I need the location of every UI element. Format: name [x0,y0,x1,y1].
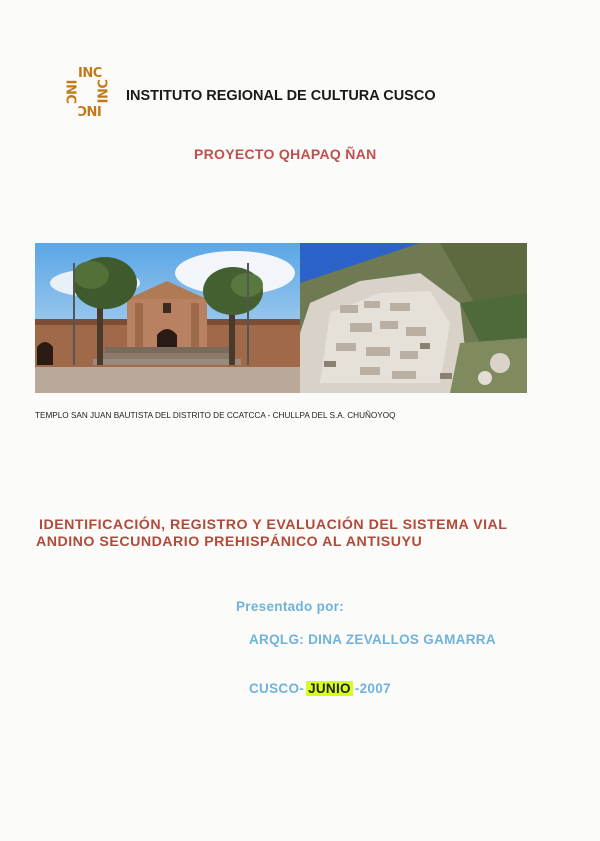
church-photo [35,243,300,393]
project-name: PROYECTO QHAPAQ ÑAN [194,146,377,162]
inc-logo [62,66,120,122]
presented-by-label: Presentado por: [236,599,345,614]
author-name: ARQLG: DINA ZEVALLOS GAMARRA [249,632,496,647]
logo-text-top: INC [78,66,102,81]
title-line-1: IDENTIFICACIÓN, REGISTRO Y EVALUACIÓN DEL SISTEMA VIAL [39,517,508,533]
chullpa-illustration [300,243,527,393]
logo-text-left: INC [62,79,78,104]
photo-caption: TEMPLO SAN JUAN BAUTISTA DEL DISTRITO DE CCATCCA - CHULLPA DEL S.A. CHUÑOYOQ [35,411,396,420]
logo-text-bottom: INC [78,102,102,117]
date-line [249,681,391,696]
institution-name: INSTITUTO REGIONAL DE CULTURA CUSCO [126,88,436,104]
chullpa-photo [300,243,527,393]
date-year: -2007 [354,681,391,696]
document-title [36,517,576,551]
header [62,66,436,122]
date-month-highlight: JUNIO [308,681,351,696]
title-line-2: ANDINO SECUNDARIO PREHISPÁNICO AL ANTISUYU [36,534,423,550]
church-illustration [35,243,300,393]
logo-text-right: INC [96,79,112,104]
date-city: CUSCO- [249,681,305,696]
